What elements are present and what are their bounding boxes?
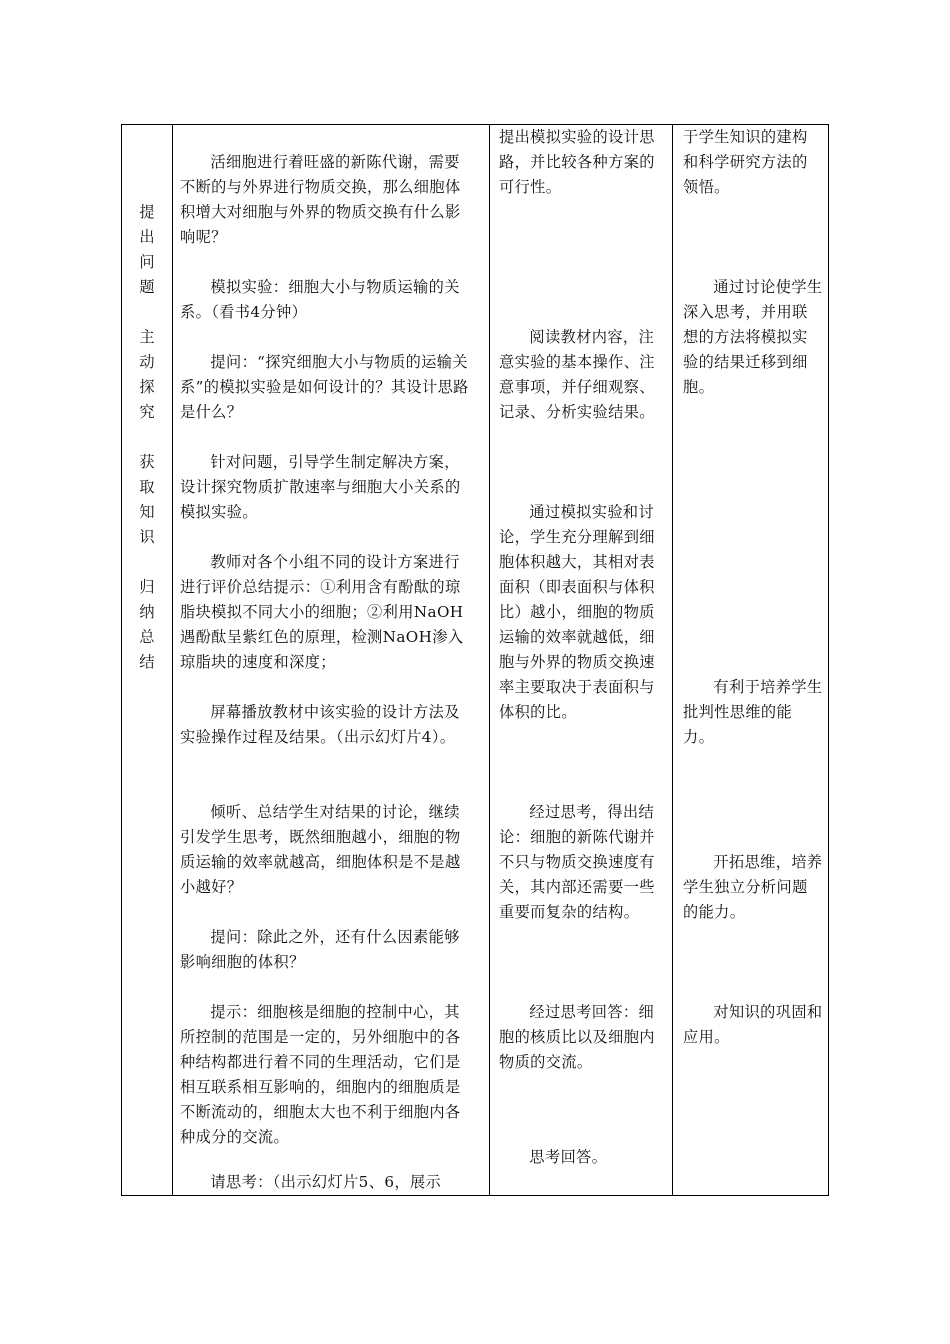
intent-paragraph: 开拓思维，培养学生独立分析问题的能力。: [683, 853, 823, 921]
teacher-paragraph: 活细胞进行着旺盛的新陈代谢，需要不断的与外界进行物质交换，那么细胞体积增大对细胞与外界的物质交换有什么影响呢？: [180, 153, 461, 246]
stage-label-acquire-knowledge: 获 取 知 识: [139, 453, 155, 546]
intent-paragraph: 对知识的巩固和应用。: [683, 1003, 823, 1046]
stage-label-active-explore: 主 动 探 究: [139, 328, 155, 421]
teacher-paragraph: 提问：“探究细胞大小与物质的运输关系”的模拟实验是如何设计的？其设计思路是什么？: [180, 353, 469, 421]
stage-label-summarize: 归 纳 总 结: [139, 578, 155, 671]
teacher-paragraph: 提问：除此之外，还有什么因素能够影响细胞的体积？: [180, 928, 460, 971]
student-paragraph: 思考回答。: [529, 1148, 608, 1166]
lesson-plan-table: [121, 124, 829, 1196]
student-paragraph: 阅读教材内容，注意实验的基本操作、注意事项，并仔细观察、记录、分析实验结果。: [499, 328, 655, 421]
student-paragraph: 经过思考回答：细胞的核质比以及细胞内物质的交流。: [499, 1003, 655, 1071]
teacher-paragraph: 针对问题，引导学生制定解决方案，设计探究物质扩散速率与细胞大小关系的模拟实验。: [180, 453, 461, 521]
intent-paragraph: 通过讨论使学生深入思考，并用联想的方法将模拟实验的结果迁移到细胞。: [683, 278, 823, 396]
teacher-paragraph: 提示：细胞核是细胞的控制中心，其所控制的范围是一定的，另外细胞中的各种结构都进行着不同的生理活动，它们是相互联系相互影响的，细胞内的细胞质是不断流动的，细胞太大也不利于细胞内各种成分的交流。: [180, 1003, 461, 1146]
teacher-paragraph: 请思考：（出示幻灯片5、6，展示: [210, 1173, 442, 1191]
student-paragraph: 提出模拟实验的设计思路，并比较各种方案的可行性。: [499, 128, 655, 196]
design-intent-column: [673, 125, 828, 1195]
teacher-paragraph: 倾听、总结学生对结果的讨论，继续引发学生思考，既然细胞越小，细胞的物质运输的效率就越高，细胞体积是不是越小越好？: [180, 803, 461, 896]
teacher-paragraph: 屏幕播放教材中该实验的设计方法及实验操作过程及结果。（出示幻灯片4）。: [180, 703, 460, 746]
stage-label-raise-question: 提 出 问 题: [139, 203, 155, 296]
student-paragraph: 经过思考，得出结论：细胞的新陈代谢并不只与物质交换速度有关，其内部还需要一些重要而复杂的结构。: [499, 803, 655, 921]
teacher-paragraph: 模拟实验：细胞大小与物质运输的关系。（看书4分钟）: [180, 278, 460, 321]
intent-paragraph: 于学生知识的建构和科学研究方法的领悟。: [683, 128, 808, 196]
teacher-activity-column: [173, 125, 489, 1195]
intent-paragraph: 有利于培养学生批判性思维的能力。: [683, 678, 823, 746]
student-activity-column: [490, 125, 672, 1195]
student-paragraph: 通过模拟实验和讨论，学生充分理解到细胞体积越大，其相对表面积（即表面积与体积比）越小，细胞的物质运输的效率就越低，细胞与外界的物质交换速率主要取决于表面积与体积的比。: [499, 503, 655, 721]
teacher-paragraph: 教师对各个小组不同的设计方案进行进行评价总结提示：①利用含有酚酞的琼脂块模拟不同大小的细胞；②利用NaOH遇酚酞呈紫红色的原理，检测NaOH渗入琼脂块的速度和深度；: [180, 553, 464, 671]
